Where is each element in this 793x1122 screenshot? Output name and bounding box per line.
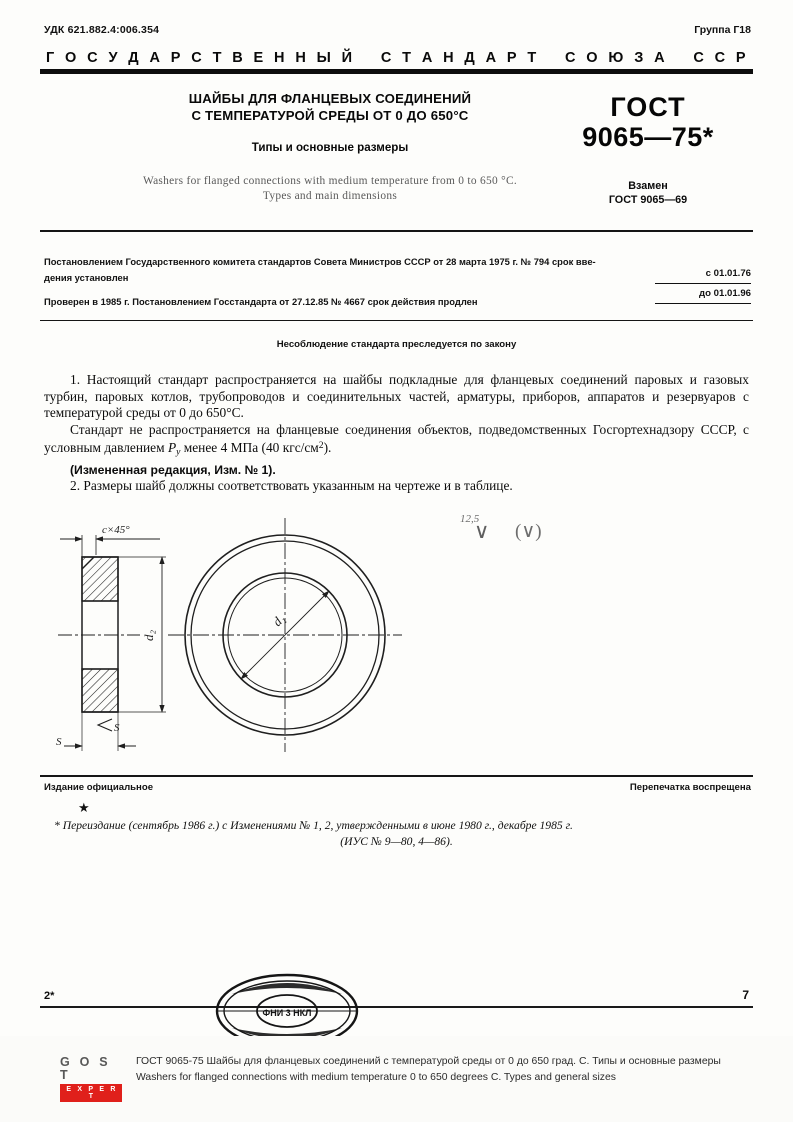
paragraph-2-part-c: ). xyxy=(323,440,332,456)
title-line-2: С ТЕМПЕРАТУРОЙ СРЕДЫ ОТ 0 ДО 650°С xyxy=(191,108,469,123)
s-leader-arrow xyxy=(98,719,112,731)
roughness-paren-symbol-icon: ∨ xyxy=(521,520,536,542)
footer-bottom-row xyxy=(40,982,753,1002)
paragraph-4: 2. Размеры шайб должны соответствовать указанным на чертеже и в таблице. xyxy=(70,478,513,494)
gostexpert-logo xyxy=(60,1056,122,1102)
banner-word-standart: С Т А Н Д А Р Т xyxy=(380,50,540,66)
watermark-bar xyxy=(0,1036,793,1122)
header-top-row xyxy=(40,22,753,44)
footer-publication-row xyxy=(40,782,753,796)
standard-number-column xyxy=(553,92,743,207)
scanned-standard-sheet xyxy=(40,22,753,1012)
ius-reference: (ИУС № 9—80, 4—86). xyxy=(340,835,453,849)
star-mark: ★ xyxy=(78,800,90,816)
roughness-paren-open: ( xyxy=(515,520,522,542)
reissue-note: * Переиздание (сентябрь 1986 г.) с Изменениями № 1, 2, утвержденными в июне 1980 г., декабре 1985 г. xyxy=(54,819,573,833)
title-english-line-2: Types and main dimensions xyxy=(262,190,398,202)
roughness-symbol-icon: ∨ xyxy=(474,518,490,543)
validity-dates xyxy=(655,266,751,306)
roughness-paren-close: ) xyxy=(535,520,542,542)
logo-main-text: G O S T xyxy=(60,1055,111,1082)
decree-line-3: Проверен в 1985 г. Постановлением Госстандарта от 27.12.85 № 4667 срок действия продлен xyxy=(44,295,478,307)
decree-separator-rule xyxy=(40,320,753,322)
technical-drawing xyxy=(40,509,753,769)
paragraph-3-amendment: (Измененная редакция, Изм. № 1). xyxy=(70,462,276,477)
d2-label: d₂ xyxy=(141,629,156,641)
title-subtitle: Типы и основные размеры xyxy=(251,141,409,154)
title-english-line-1: Washers for flanged connections with medium temperature from 0 to 650 °C. xyxy=(142,175,518,187)
footer-bottom-rule xyxy=(40,1006,753,1008)
watermark-caption-ru: ГОСТ 9065-75 Шайбы для фланцевых соединений с температурой среды от 0 до 650 град. С. Типы и основные размеры xyxy=(136,1056,721,1067)
roughness-value: 12,5 xyxy=(460,512,480,525)
title-line-1: ШАЙБЫ ДЛЯ ФЛАНЦЕВЫХ СОЕДИНЕНИЙ xyxy=(188,91,472,106)
group-code: Группа Г18 xyxy=(694,24,751,36)
d1-label: d₁ xyxy=(269,610,288,630)
date-from: с 01.01.76 xyxy=(655,266,751,284)
logo-sub-text: E X P E R T xyxy=(60,1084,122,1102)
body-text xyxy=(40,372,753,495)
watermark-caption xyxy=(136,1054,736,1086)
decree-line-2: дения установлен xyxy=(44,271,129,283)
title-english xyxy=(110,174,550,204)
date-to: до 01.01.96 xyxy=(655,286,751,304)
s-label-left: S xyxy=(56,735,62,748)
paragraph-2-part-b: менее 4 МПа (40 кгс/см xyxy=(180,440,319,456)
washer-drawing-svg xyxy=(40,509,753,769)
section-view xyxy=(58,557,140,712)
banner-word-gosudarstvennyy: Г О С У Д А Р С Т В Е Н Н Ы Й xyxy=(46,50,356,66)
stamp-inner-text: ФНИ 3 НКЛ xyxy=(262,1008,312,1018)
front-view xyxy=(168,518,402,752)
signature-mark: 2* xyxy=(44,990,55,1002)
replaces-block xyxy=(553,179,743,207)
gost-number: 9065—75* xyxy=(582,122,714,152)
legal-notice: Несоблюдение стандарта преследуется по закону xyxy=(276,339,517,350)
decree-block xyxy=(40,244,753,320)
title-left-column xyxy=(110,90,550,204)
chamfer-label: c×45° xyxy=(102,523,130,536)
footer-rule xyxy=(40,775,753,777)
unit-superscript: 2 xyxy=(318,440,324,452)
s-thickness-dimension xyxy=(64,712,136,751)
official-edition-label: Издание официальное xyxy=(44,782,154,794)
state-standard-banner xyxy=(40,50,753,72)
banner-word-ssr: С С Р xyxy=(693,50,749,66)
replaces-label: Взамен xyxy=(628,180,668,192)
gost-word: ГОСТ xyxy=(610,92,686,122)
pressure-symbol-subscript: у xyxy=(176,447,181,459)
paragraph-2 xyxy=(44,422,749,462)
chamfer-dimension xyxy=(60,535,160,557)
reprint-forbidden-label: Перепечатка воспрещена xyxy=(629,782,751,794)
banner-word-soyuza: С О Ю З А xyxy=(565,50,668,66)
pressure-symbol: P xyxy=(167,440,177,456)
paragraph-1: 1. Настоящий стандарт распространяется на шайбы подкладные для фланцевых соединений паровых и газовых турбин, паровых котлов, трубопроводов и соединительных частей, арматуры, приборов, аппаратов и резервуаров с температурой среды от 0 до 650°С. xyxy=(44,372,749,421)
s-label-bottom: S xyxy=(114,721,120,734)
decree-line-1: Постановлением Государственного комитета стандартов Совета Министров СССР от 28 марта 1975 г. № 794 срок вве- xyxy=(44,255,596,267)
header-separator-rule xyxy=(40,230,753,232)
udk-code: УДК 621.882.4:006.354 xyxy=(44,24,160,36)
replaces-value: ГОСТ 9065—69 xyxy=(608,194,688,206)
watermark-caption-en: Washers for flanged connections with medium temperature 0 to 650 degrees C. Types and general sizes xyxy=(136,1072,616,1083)
title-block xyxy=(40,90,753,230)
banner-rule xyxy=(40,69,753,74)
paragraph-2-part-a: Стандарт не распространяется на фланцевые соединения объектов, подведомственных Госгортехнадзору СССР, с условным давлением xyxy=(44,421,749,456)
page-number: 7 xyxy=(742,988,749,1002)
